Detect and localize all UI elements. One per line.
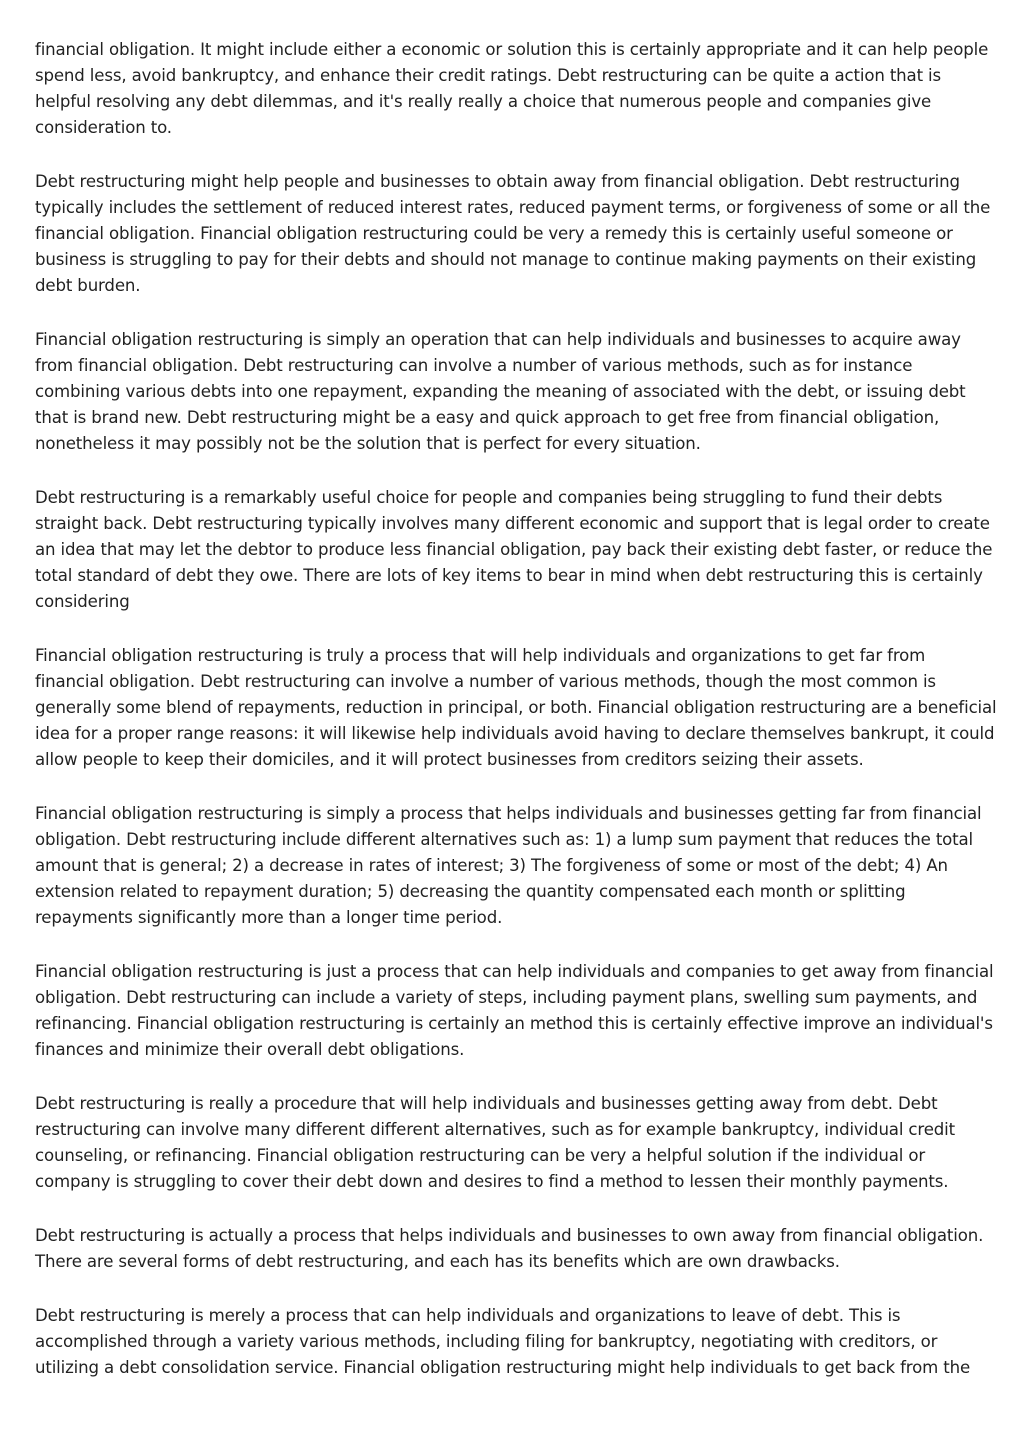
paragraph-3: Financial obligation restructuring is simply an operation that can help individuals and businesses to acquire away from financial obligation. Debt restructuring can involve a number of various methods, such as for instance combining various debts into one repayment, expanding the meaning of associated with the debt, or issuing debt that is brand new. Debt restructuring might be a easy and quick approach to get free from financial obligation, nonetheless it may possibly not be the solution that is perfect for every situation. xyxy=(35,330,966,453)
paragraph-10: Debt restructuring is merely a process that can help individuals and organizations to leave of debt. This is accomplished through a variety various methods, including filing for bankruptcy, negotiating with creditors, or utilizing a debt consolidation service. Financial obligation restructuring might help individuals to get back from the xyxy=(35,1306,971,1377)
paragraph-5: Financial obligation restructuring is truly a process that will help individuals and organizations to get far from financial obligation. Debt restructuring can involve a number of various methods, though the most common is generally some blend of repayments, reduction in principal, or both. Financial obligation restructuring are a beneficial idea for a proper range reasons: it will likewise help individuals avoid having to declare themselves bankrupt, it could allow people to keep their domiciles, and it will protect businesses from creditors seizing their assets. xyxy=(35,646,997,769)
paragraph-9: Debt restructuring is actually a process that helps individuals and businesses to own away from financial obligation. There are several forms of debt restructuring, and each has its benefits which are own drawbacks. xyxy=(35,1226,984,1271)
paragraph-2: Debt restructuring might help people and businesses to obtain away from financial obligation. Debt restructuring typically includes the settlement of reduced interest rates, reduced payment terms, or forgiveness of some or all the financial obligation. Financial obligation restructuring could be very a remedy this is certainly useful someone or business is struggling to pay for their debts and should not manage to continue making payments on their existing debt burden. xyxy=(35,172,991,295)
paragraph-4: Debt restructuring is a remarkably useful choice for people and companies being struggling to fund their debts straight back. Debt restructuring typically involves many different economic and support that is legal order to create an idea that may let the debtor to produce less financial obligation, pay back their existing debt faster, or reduce the total standard of debt they owe. There are lots of key items to bear in mind when debt restructuring this is certainly considering xyxy=(35,488,993,611)
paragraph-8: Debt restructuring is really a procedure that will help individuals and businesses getting away from debt. Debt restructuring can involve many different different alternatives, such as for example bankruptcy, individual credit counseling, or refinancing. Financial obligation restructuring can be very a helpful solution if the individual or company is struggling to cover their debt down and desires to find a method to lessen their monthly payments. xyxy=(35,1094,955,1191)
paragraph-7: Financial obligation restructuring is just a process that can help individuals and companies to get away from financial obligation. Debt restructuring can include a variety of steps, including payment plans, swelling sum payments, and refinancing. Financial obligation restructuring is certainly an method this is certainly effective improve an individual's finances and minimize their overall debt obligations. xyxy=(35,962,994,1059)
paragraph-6: Financial obligation restructuring is simply a process that helps individuals and businesses getting far from financial obligation. Debt restructuring include different alternatives such as: 1) a lump sum payment that reduces the total amount that is general; 2) a decrease in rates of interest; 3) The forgiveness of some or most of the debt; 4) An extension related to repayment duration; 5) decreasing the quantity compensated each month or splitting repayments significantly more than a longer time period. xyxy=(35,804,982,927)
article-body xyxy=(35,37,997,1409)
paragraph-1: financial obligation. It might include either a economic or solution this is certainly appropriate and it can help people spend less, avoid bankruptcy, and enhance their credit ratings. Debt restructuring can be quite a action that is helpful resolving any debt dilemmas, and it's really really a choice that numerous people and companies give consideration to. xyxy=(35,40,989,137)
